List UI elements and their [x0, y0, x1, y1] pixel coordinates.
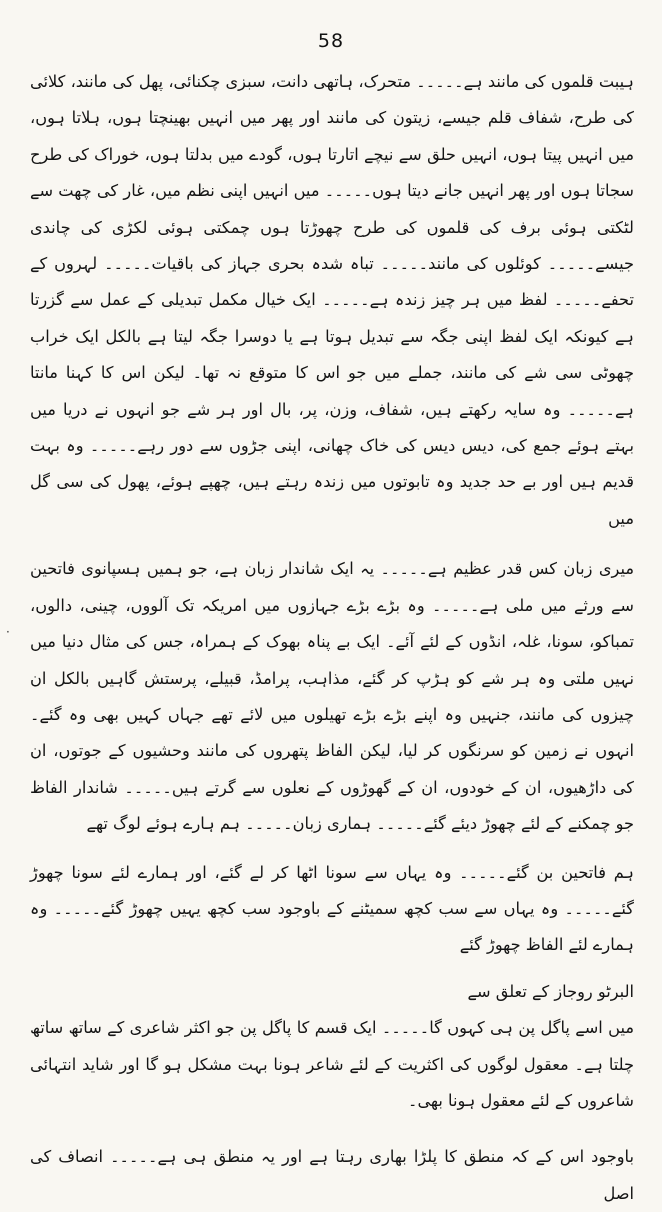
paragraph-madness: میں اسے پاگل پن ہی کہوں گا۔۔۔۔۔ ایک قسم کا پاگل پن جو اکثر شاعری کے ساتھ ساتھ چلتا ہے۔ معقول لوگوں کی اکثریت کے لئے شاعر ہونا بہت مشکل ہو گا اور شاید انتہائی شاعروں کے لئے معقول ہونا بھی۔	[30, 1018, 634, 1110]
paragraph-great-language: میری زبان کس قدر عظیم ہے۔۔۔۔۔ یہ ایک شاندار زبان ہے، جو ہمیں ہسپانوی فاتحین سے ورثے میں ملی ہے۔۔۔۔۔ وہ بڑے بڑے جہازوں میں امریکہ تک آلووں، چینی، دالوں، تمباکو، سونا، غلہ، انڈوں کے لئے آئے۔ ایک بے پناہ بھوک کے ہمراہ، جس کی مثال دنیا میں نہیں ملتی وہ ہر شے کو ہڑپ کر گئے، مذاہب، پرامڈ، قبیلے، پرستش گاہیں بالکل ان چیزوں کی مانند، جنہیں وہ اپنے بڑے بڑے تھیلوں میں لائے تھے جہاں کہیں بھی وہ گئے۔ انہوں نے زمین کو سرنگوں کر لیا، لیکن الفاظ پتھروں کی مانند وحشیوں کے جوتوں، ان کی داڑھیوں، ان کے خودوں، ان کے گھوڑوں کے نعلوں سے گرتے ہیں۔۔۔۔۔ شاندار الفاظ جو چمکنے کے لئے چھوڑ دیئے گئے۔۔۔۔۔ ہماری زبان۔۔۔۔۔ ہم ہارے ہوئے لوگ تھے	[30, 559, 634, 834]
paragraph-conquerors: ہم فاتحین بن گئے۔۔۔۔۔ وہ یہاں سے سونا اٹھا کر لے گئے، اور ہمارے لئے سونا چھوڑ گئے۔۔۔۔۔ وہ یہاں سے سب کچھ سمیٹنے کے باوجود سب کچھ یہیں چھوڑ گئے۔۔۔۔۔ وہ ہمارے لئے الفاظ چھوڑ گئے	[30, 862, 634, 955]
page-number: 58	[317, 30, 345, 52]
margin-mark: ·	[6, 625, 10, 639]
page-body	[30, 64, 634, 1212]
paragraph-pen-imagery: ہیبت قلموں کی مانند ہے۔۔۔۔۔ متحرک، ہاتھی دانت، سبزی چکنائی، پھل کی مانند، کلائی کی طرح، شفاف قلم جیسے، زیتون کی مانند اور پھر میں انہیں بھینچتا ہوں، ہلاتا ہوں، میں انہیں پیتا ہوں، انہیں حلق سے نیچے اتارتا ہوں، گودے میں بدلتا ہوں، خوراک کی طرح سجاتا ہوں اور پھر انہیں جانے دیتا ہوں۔۔۔۔۔ میں انہیں اپنی نظم میں، غار کی چھت سے لٹکتی ہوئی برف کی قلموں کی طرح چھوڑتا ہوں چمکتی ہوئی لکڑی کی چاندی جیسے۔۔۔۔۔ کوئلوں کی مانند۔۔۔۔۔ تباہ شدہ بحری جہاز کی باقیات۔۔۔۔۔ لہروں کے تحفے۔۔۔۔۔ لفظ میں ہر چیز زندہ ہے۔۔۔۔۔ ایک خیال مکمل تبدیلی کے عمل سے گزرتا ہے کیونکہ ایک لفظ اپنی جگہ سے تبدیل ہوتا ہے یا دوسرا جگہ لیتا ہے بالکل ایک خراب چھوٹی سی شے کی مانند، جملے میں جو اس کا متوقع نہ تھا۔ لیکن اس کا کہنا مانتا ہے۔۔۔۔۔ وہ سایہ رکھتے ہیں، شفاف، وزن، پر، بال اور ہر شے جو انہوں نے دریا میں بہتے ہوئے جمع کی، دیس دیس کی خاک چھانی، اپنی جڑوں سے دور رہے۔۔۔۔۔ وہ بہت قدیم ہیں اور بے حد جدید وہ تابوتوں میں زندہ رہتے ہیں، چھپے ہوئے، پھول کی سی گل میں	[30, 72, 634, 528]
paragraph-logic: باوجود اس کے کہ منطق کا پلڑا بھاری رہتا ہے اور یہ منطق ہی ہے۔۔۔۔۔ انصاف کی اصل	[30, 1147, 634, 1203]
section-heading-alberto-rojas: البرٹو روجاز کے تعلق سے	[467, 981, 634, 1001]
